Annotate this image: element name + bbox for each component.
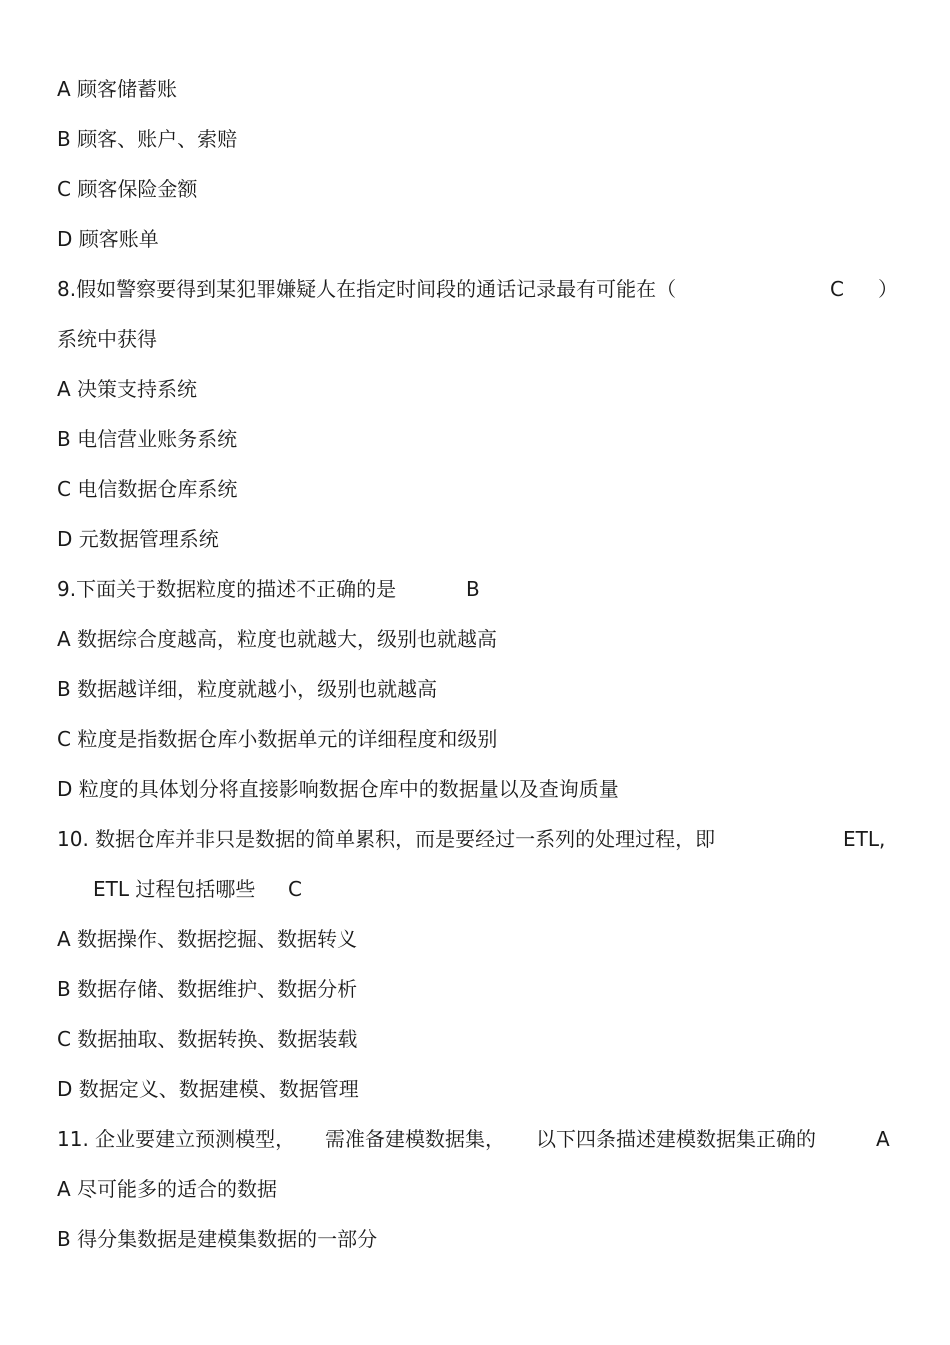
q8-stem-continued: 系统中获得: [57, 327, 157, 351]
q9-option-d: D 粒度的具体划分将直接影响数据仓库中的数据量以及查询质量: [57, 777, 619, 801]
q10-stem: 10. 数据仓库并非只是数据的简单累积，而是要经过一系列的处理过程，即: [57, 827, 716, 851]
q11-stem-part2: 需准备建模数据集，: [325, 1127, 505, 1151]
q10-etl-label: ETL,: [843, 827, 886, 851]
q11-option-a: A 尽可能多的适合的数据: [57, 1177, 278, 1201]
q10-stem-continued: ETL 过程包括哪些: [93, 877, 256, 901]
q9-stem: 9.下面关于数据粒度的描述不正确的是: [57, 577, 397, 601]
q9-option-a: A 数据综合度越高，粒度也就越大，级别也就越高: [57, 627, 498, 651]
q8-answer: C: [830, 277, 844, 301]
q9-answer: B: [466, 577, 480, 601]
q8-option-c: C 电信数据仓库系统: [57, 477, 238, 501]
q9-option-b: B 数据越详细，粒度就越小，级别也就越高: [57, 677, 438, 701]
q11-stem-part3: 以下四条描述建模数据集正确的: [536, 1127, 816, 1151]
q10-option-b: B 数据存储、数据维护、数据分析: [57, 977, 358, 1001]
q9-option-c: C 粒度是指数据仓库小数据单元的详细程度和级别: [57, 727, 498, 751]
q8-option-d: D 元数据管理系统: [57, 527, 219, 551]
q10-option-d: D 数据定义、数据建模、数据管理: [57, 1077, 359, 1101]
q11-answer: A: [876, 1127, 890, 1151]
q8-option-b: B 电信营业账务系统: [57, 427, 238, 451]
q10-option-a: A 数据操作、数据挖掘、数据转义: [57, 927, 358, 951]
q10-answer: C: [288, 877, 302, 901]
q11-option-b: B 得分集数据是建模集数据的一部分: [57, 1227, 378, 1251]
q10-option-c: C 数据抽取、数据转换、数据装载: [57, 1027, 358, 1051]
q7-option-c: C 顾客保险金额: [57, 177, 198, 201]
q8-stem: 8.假如警察要得到某犯罪嫌疑人在指定时间段的通话记录最有可能在（: [57, 277, 677, 301]
q7-option-d: D 顾客账单: [57, 227, 159, 251]
q8-close-paren: ）: [878, 277, 898, 301]
q7-option-a: A 顾客储蓄账: [57, 77, 178, 101]
q7-option-b: B 顾客、账户、索赔: [57, 127, 238, 151]
q11-stem: 11. 企业要建立预测模型，: [57, 1127, 296, 1151]
q8-option-a: A 决策支持系统: [57, 377, 198, 401]
